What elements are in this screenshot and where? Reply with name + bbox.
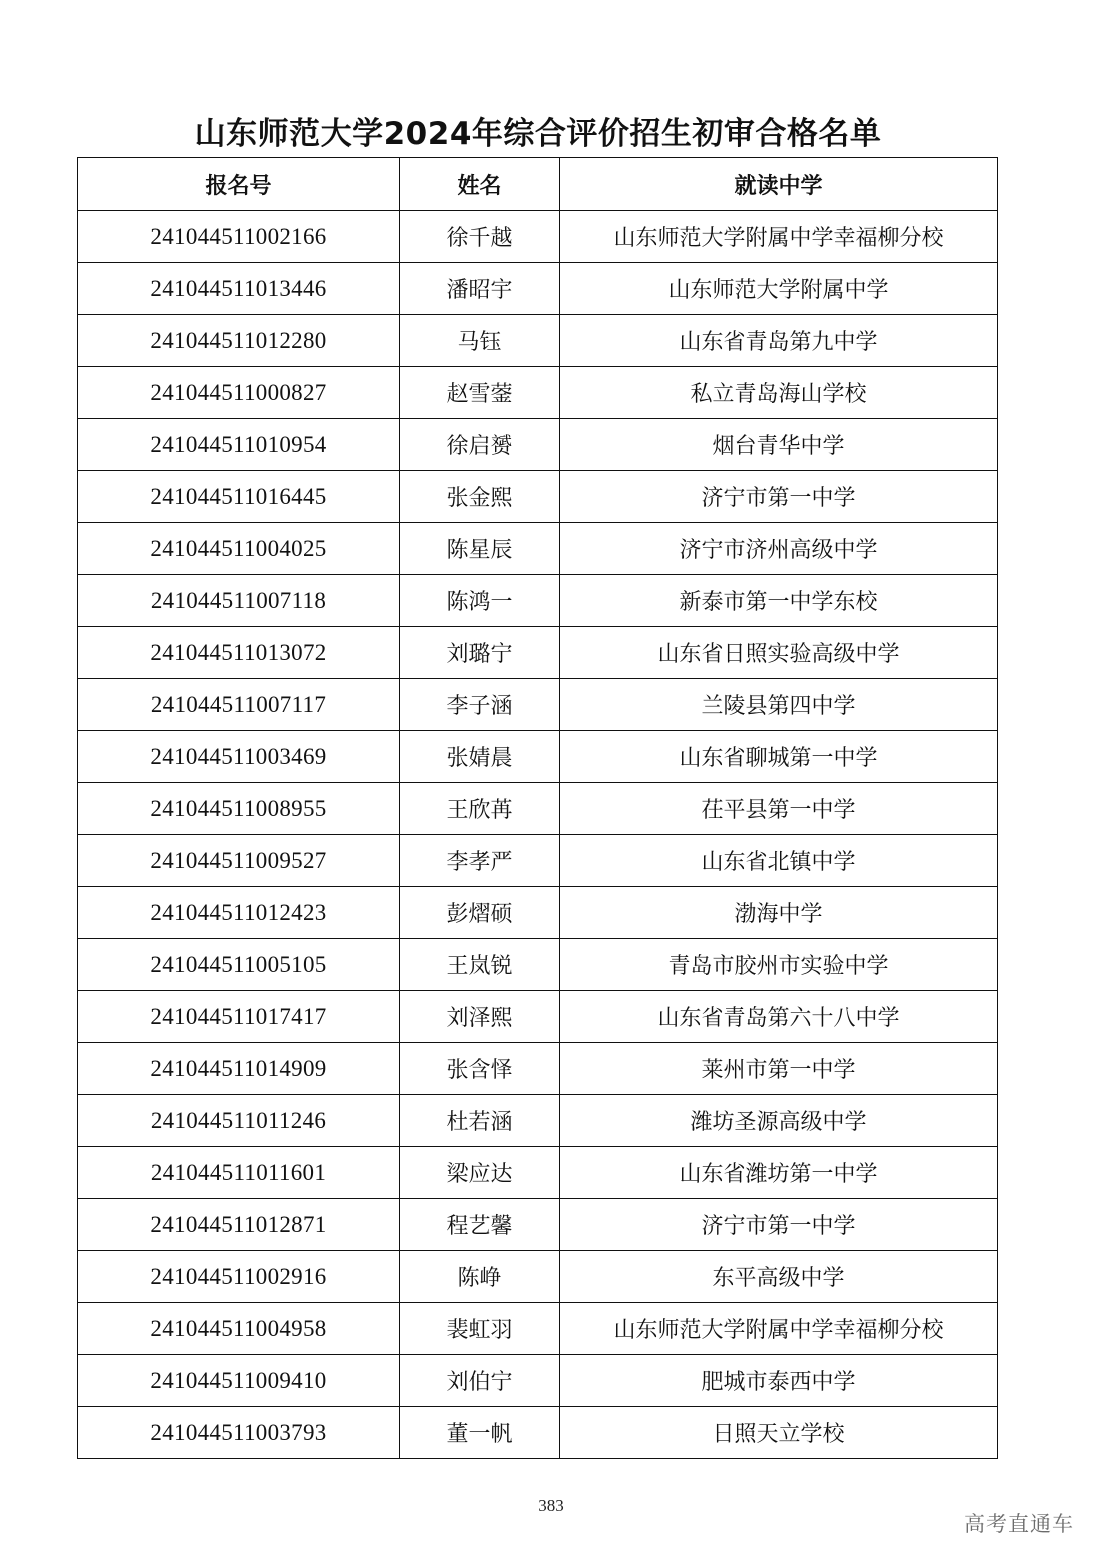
registration-number-cell: 241044511017417 bbox=[78, 991, 400, 1043]
table-row bbox=[78, 263, 998, 315]
student-name-cell: 张金熙 bbox=[400, 471, 560, 523]
school-cell: 山东省潍坊第一中学 bbox=[560, 1147, 998, 1199]
student-name-cell: 梁应达 bbox=[400, 1147, 560, 1199]
school-cell: 兰陵县第四中学 bbox=[560, 679, 998, 731]
registration-number-cell: 241044511012871 bbox=[78, 1199, 400, 1251]
registration-number-cell: 241044511010954 bbox=[78, 419, 400, 471]
registration-number-cell: 241044511005105 bbox=[78, 939, 400, 991]
table-row bbox=[78, 523, 998, 575]
registration-number-cell: 241044511009410 bbox=[78, 1355, 400, 1407]
student-name-cell: 李孝严 bbox=[400, 835, 560, 887]
registration-number-cell: 241044511014909 bbox=[78, 1043, 400, 1095]
school-cell: 新泰市第一中学东校 bbox=[560, 575, 998, 627]
registration-number-cell: 241044511007118 bbox=[78, 575, 400, 627]
school-cell: 山东师范大学附属中学幸福柳分校 bbox=[560, 1303, 998, 1355]
table-row bbox=[78, 1303, 998, 1355]
table-row bbox=[78, 1043, 998, 1095]
school-cell: 济宁市第一中学 bbox=[560, 471, 998, 523]
student-name-cell: 马钰 bbox=[400, 315, 560, 367]
table-row bbox=[78, 211, 998, 263]
table-row bbox=[78, 1095, 998, 1147]
table-row bbox=[78, 627, 998, 679]
school-cell: 烟台青华中学 bbox=[560, 419, 998, 471]
table-row bbox=[78, 367, 998, 419]
student-name-cell: 刘璐宁 bbox=[400, 627, 560, 679]
school-cell: 山东省日照实验高级中学 bbox=[560, 627, 998, 679]
student-name-cell: 张含怿 bbox=[400, 1043, 560, 1095]
registration-number-cell: 241044511012280 bbox=[78, 315, 400, 367]
student-name-cell: 董一帆 bbox=[400, 1407, 560, 1459]
student-name-cell: 徐千越 bbox=[400, 211, 560, 263]
registration-number-cell: 241044511009527 bbox=[78, 835, 400, 887]
school-cell: 肥城市泰西中学 bbox=[560, 1355, 998, 1407]
student-name-cell: 张婧晨 bbox=[400, 731, 560, 783]
registration-number-cell: 241044511004025 bbox=[78, 523, 400, 575]
registration-number-cell: 241044511011601 bbox=[78, 1147, 400, 1199]
column-header-school: 就读中学 bbox=[560, 158, 998, 211]
school-cell: 潍坊圣源高级中学 bbox=[560, 1095, 998, 1147]
school-cell: 济宁市济州高级中学 bbox=[560, 523, 998, 575]
student-name-cell: 陈峥 bbox=[400, 1251, 560, 1303]
table-row bbox=[78, 783, 998, 835]
school-cell: 私立青岛海山学校 bbox=[560, 367, 998, 419]
page-number: 383 bbox=[538, 1496, 564, 1515]
student-name-cell: 李子涵 bbox=[400, 679, 560, 731]
table-row bbox=[78, 939, 998, 991]
student-name-cell: 彭熠硕 bbox=[400, 887, 560, 939]
school-cell: 日照天立学校 bbox=[560, 1407, 998, 1459]
watermark: 高考直通车 bbox=[964, 1512, 1074, 1536]
table-row bbox=[78, 1199, 998, 1251]
registration-number-cell: 241044511011246 bbox=[78, 1095, 400, 1147]
school-cell: 山东省青岛第九中学 bbox=[560, 315, 998, 367]
table-row bbox=[78, 1147, 998, 1199]
table-row bbox=[78, 575, 998, 627]
table-row bbox=[78, 315, 998, 367]
column-header-registration-number: 报名号 bbox=[78, 158, 400, 211]
document-title: 山东师范大学2024年综合评价招生初审合格名单 bbox=[194, 116, 882, 152]
table-row bbox=[78, 1407, 998, 1459]
student-name-cell: 程艺馨 bbox=[400, 1199, 560, 1251]
student-name-cell: 赵雪蓥 bbox=[400, 367, 560, 419]
school-cell: 山东省北镇中学 bbox=[560, 835, 998, 887]
table-body bbox=[78, 211, 998, 1459]
registration-number-cell: 241044511004958 bbox=[78, 1303, 400, 1355]
registration-number-cell: 241044511008955 bbox=[78, 783, 400, 835]
school-cell: 青岛市胶州市实验中学 bbox=[560, 939, 998, 991]
student-name-cell: 裴虹羽 bbox=[400, 1303, 560, 1355]
registration-number-cell: 241044511007117 bbox=[78, 679, 400, 731]
school-cell: 东平高级中学 bbox=[560, 1251, 998, 1303]
registration-number-cell: 241044511000827 bbox=[78, 367, 400, 419]
registration-number-cell: 241044511012423 bbox=[78, 887, 400, 939]
student-name-cell: 刘泽熙 bbox=[400, 991, 560, 1043]
school-cell: 山东省青岛第六十八中学 bbox=[560, 991, 998, 1043]
student-name-cell: 陈鸿一 bbox=[400, 575, 560, 627]
school-cell: 茌平县第一中学 bbox=[560, 783, 998, 835]
table-row bbox=[78, 679, 998, 731]
table-row bbox=[78, 731, 998, 783]
student-name-cell: 王岚锐 bbox=[400, 939, 560, 991]
table-row bbox=[78, 1251, 998, 1303]
registration-number-cell: 241044511013072 bbox=[78, 627, 400, 679]
student-name-cell: 刘伯宁 bbox=[400, 1355, 560, 1407]
table-row bbox=[78, 1355, 998, 1407]
student-name-cell: 杜若涵 bbox=[400, 1095, 560, 1147]
school-cell: 渤海中学 bbox=[560, 887, 998, 939]
school-cell: 济宁市第一中学 bbox=[560, 1199, 998, 1251]
school-cell: 山东省聊城第一中学 bbox=[560, 731, 998, 783]
table-row bbox=[78, 419, 998, 471]
registration-number-cell: 241044511013446 bbox=[78, 263, 400, 315]
column-header-name: 姓名 bbox=[400, 158, 560, 211]
table-row bbox=[78, 835, 998, 887]
registration-number-cell: 241044511016445 bbox=[78, 471, 400, 523]
header-row bbox=[78, 158, 998, 211]
school-cell: 山东师范大学附属中学 bbox=[560, 263, 998, 315]
student-name-cell: 潘昭宇 bbox=[400, 263, 560, 315]
student-name-cell: 王欣苒 bbox=[400, 783, 560, 835]
registration-number-cell: 241044511003793 bbox=[78, 1407, 400, 1459]
table-row bbox=[78, 887, 998, 939]
table-row bbox=[78, 991, 998, 1043]
school-cell: 莱州市第一中学 bbox=[560, 1043, 998, 1095]
admission-list-table bbox=[77, 157, 998, 1459]
student-name-cell: 徐启赟 bbox=[400, 419, 560, 471]
student-name-cell: 陈星辰 bbox=[400, 523, 560, 575]
registration-number-cell: 241044511003469 bbox=[78, 731, 400, 783]
registration-number-cell: 241044511002916 bbox=[78, 1251, 400, 1303]
registration-number-cell: 241044511002166 bbox=[78, 211, 400, 263]
school-cell: 山东师范大学附属中学幸福柳分校 bbox=[560, 211, 998, 263]
table-header bbox=[78, 158, 998, 211]
table-row bbox=[78, 471, 998, 523]
